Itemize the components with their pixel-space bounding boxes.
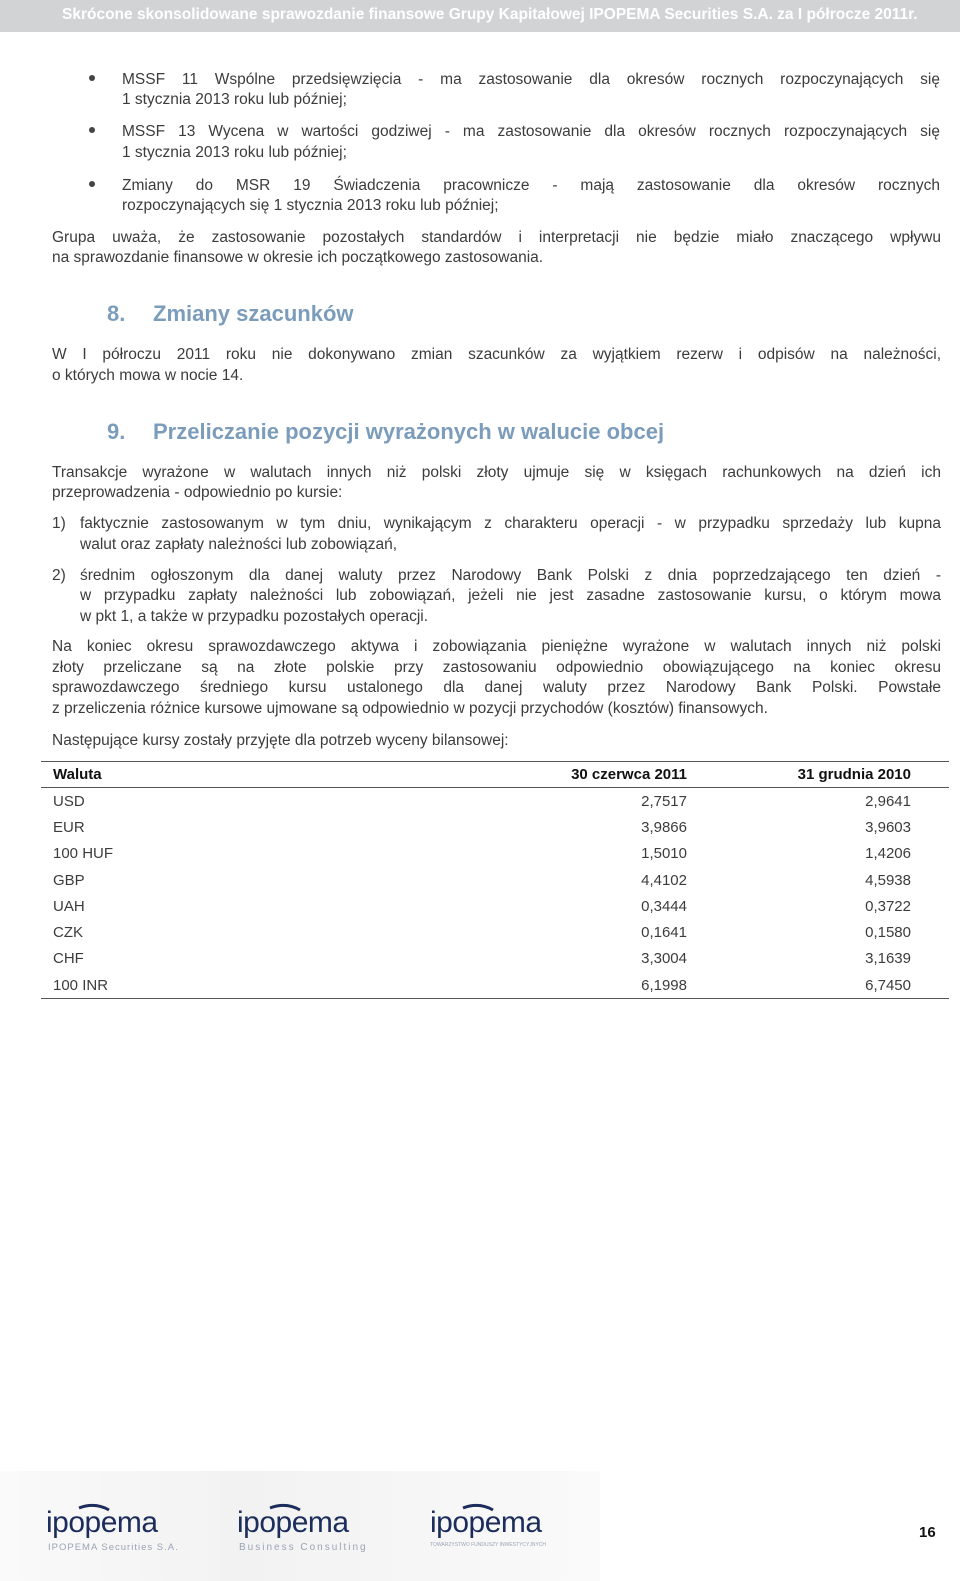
enum-item-line: średnim ogłoszonym dla danej waluty przez Narodowy Bank Polski z dnia poprzedzającego ten dzień - <box>80 567 941 584</box>
paragraph-line: sprawozdawczego średniego kursu ustalonego dla danej waluty przez Narodowy Bank Polski. Powstałe <box>52 679 941 696</box>
table-row <box>41 919 949 945</box>
bullet-item-line: MSSF 11 Wspólne przedsięwzięcia - ma zastosowanie dla okresów rocznych rozpoczynających się <box>122 71 940 88</box>
table-row <box>41 788 949 815</box>
logo-wordmark: ipopema <box>46 1506 158 1539</box>
enum-number: 2) <box>52 567 66 584</box>
logo-subtitle: IPOPEMA Securities S.A. <box>48 1542 179 1553</box>
table-header-row <box>41 762 949 788</box>
bullet-dot <box>89 127 95 133</box>
paragraph-line: Na koniec okresu sprawozdawczego aktywa i zobowiązania pieniężne wyrażone w walutach innych niż polski <box>52 638 941 655</box>
column-header: 30 czerwca 2011 <box>473 762 723 788</box>
table-row <box>41 946 949 972</box>
table-intro: Następujące kursy zostały przyjęte dla potrzeb wyceny bilansowej: <box>52 732 509 749</box>
enum-item-line: w pkt 1, a także w przypadku pozostałych operacji. <box>80 608 429 625</box>
page-header-bar <box>0 0 960 32</box>
ipopema-securities-logo <box>44 1502 184 1554</box>
page-number: 16 <box>919 1524 936 1541</box>
currency-cell: CHF <box>53 950 84 968</box>
paragraph-line: Grupa uważa, że zastosowanie pozostałych standardów i interpretacji nie będzie miało znaczącego wpływu <box>52 229 941 246</box>
section-number: 9. <box>107 419 126 444</box>
currency-cell: EUR <box>53 818 85 836</box>
table-row <box>41 841 949 867</box>
section-heading: Przeliczanie pozycji wyrażonych w walucie obcej <box>153 419 665 444</box>
currency-cell: 100 INR <box>41 972 473 999</box>
paragraph-line: Transakcje wyrażone w walutach innych niż polski złoty ujmuje się w księgach rachunkowych na dzień ich <box>52 464 941 481</box>
logo-wordmark: ipopema <box>430 1506 542 1539</box>
exchange-rates-table <box>41 761 949 999</box>
section-number: 8. <box>107 301 126 326</box>
bullet-item-line: 1 stycznia 2013 roku lub później; <box>122 144 347 161</box>
bullet-item-line: MSSF 13 Wycena w wartości godziwej - ma zastosowanie dla okresów rocznych rozpoczynających się <box>122 123 940 140</box>
table-row <box>41 893 949 919</box>
currency-cell: 100 HUF <box>53 845 114 863</box>
paragraph-line: na sprawozdanie finansowe w okresie ich początkowego zastosowania. <box>52 249 544 266</box>
table-row <box>41 867 949 893</box>
rate-cell: 0,1580 <box>865 924 911 942</box>
currency-cell: GBP <box>53 871 85 889</box>
rate-cell: 3,9866 <box>641 818 687 836</box>
bullet-item-line: 1 stycznia 2013 roku lub później; <box>122 91 347 108</box>
rate-cell: 2,9641 <box>865 792 911 810</box>
rate-cell: 0,3444 <box>641 897 687 915</box>
currency-cell: CZK <box>53 924 83 942</box>
bullet-item-line: rozpoczynających się 1 stycznia 2013 roku lub później; <box>122 197 499 214</box>
rate-cell: 1,4206 <box>865 845 911 863</box>
ipopema-business-consulting-logo <box>235 1502 375 1554</box>
paragraph-line: o których mowa w nocie 14. <box>52 367 244 384</box>
rate-cell: 0,3722 <box>865 897 911 915</box>
rate-cell: 4,5938 <box>865 871 911 889</box>
paragraph-line: W I półroczu 2011 roku nie dokonywano zmian szacunków za wyjątkiem rezerw i odpisów na należności, <box>52 346 941 363</box>
table-row <box>41 814 949 840</box>
column-header: Waluta <box>41 762 473 788</box>
logo-subtitle: TOWARZYSTWO FUNDUSZY INWESTYCYJNYCH <box>430 1542 547 1548</box>
table-row <box>41 972 949 999</box>
bullet-item-line: Zmiany do MSR 19 Świadczenia pracownicze - mają zastosowanie dla okresów rocznych <box>122 177 940 194</box>
column-header: 31 grudnia 2010 <box>723 762 949 788</box>
rate-cell: 4,4102 <box>641 871 687 889</box>
enum-number: 1) <box>52 515 66 532</box>
currency-cell: UAH <box>53 897 85 915</box>
rate-cell: 0,1641 <box>641 924 687 942</box>
currency-cell: USD <box>53 792 85 810</box>
rate-cell: 3,9603 <box>865 818 911 836</box>
rate-cell: 1,5010 <box>641 845 687 863</box>
enum-item-line: faktycznie zastosowanym w tym dniu, wynikającym z charakteru operacji - w przypadku sprzedaży lub kupna <box>80 515 941 532</box>
rate-cell: 2,7517 <box>641 792 687 810</box>
logo-subtitle: Business Consulting <box>239 1542 368 1553</box>
paragraph-line: złoty przeliczane są na złote polskie przy zastosowaniu odpowiednio obowiązującego na koniec okresu <box>52 659 941 676</box>
rate-cell: 3,3004 <box>641 950 687 968</box>
section-heading: Zmiany szacunków <box>153 301 354 326</box>
rate-cell: 6,7450 <box>723 972 949 999</box>
paragraph-line: przeprowadzenia - odpowiednio po kursie: <box>52 484 343 501</box>
enum-item-line: w przypadku zapłaty należności lub zobowiązań, jeżeli nie jest zasadne zastosowanie kursu, o którym mowa <box>80 587 941 604</box>
logo-wordmark: ipopema <box>237 1506 349 1539</box>
bullet-dot <box>89 75 95 81</box>
paragraph-line: z przeliczenia różnice kursowe ujmowane są odpowiednio w pozycji przychodów (kosztów) finansowych. <box>52 700 768 717</box>
rate-cell: 3,1639 <box>865 950 911 968</box>
page-header-title: Skrócone skonsolidowane sprawozdanie finansowe Grupy Kapitałowej IPOPEMA Securities S.A. za I półrocze 2011r. <box>62 6 918 23</box>
enum-item-line: walut oraz zapłaty należności lub zobowiązań, <box>80 536 398 553</box>
rate-cell: 6,1998 <box>473 972 723 999</box>
ipopema-tfi-logo <box>428 1502 568 1554</box>
bullet-dot <box>89 181 95 187</box>
